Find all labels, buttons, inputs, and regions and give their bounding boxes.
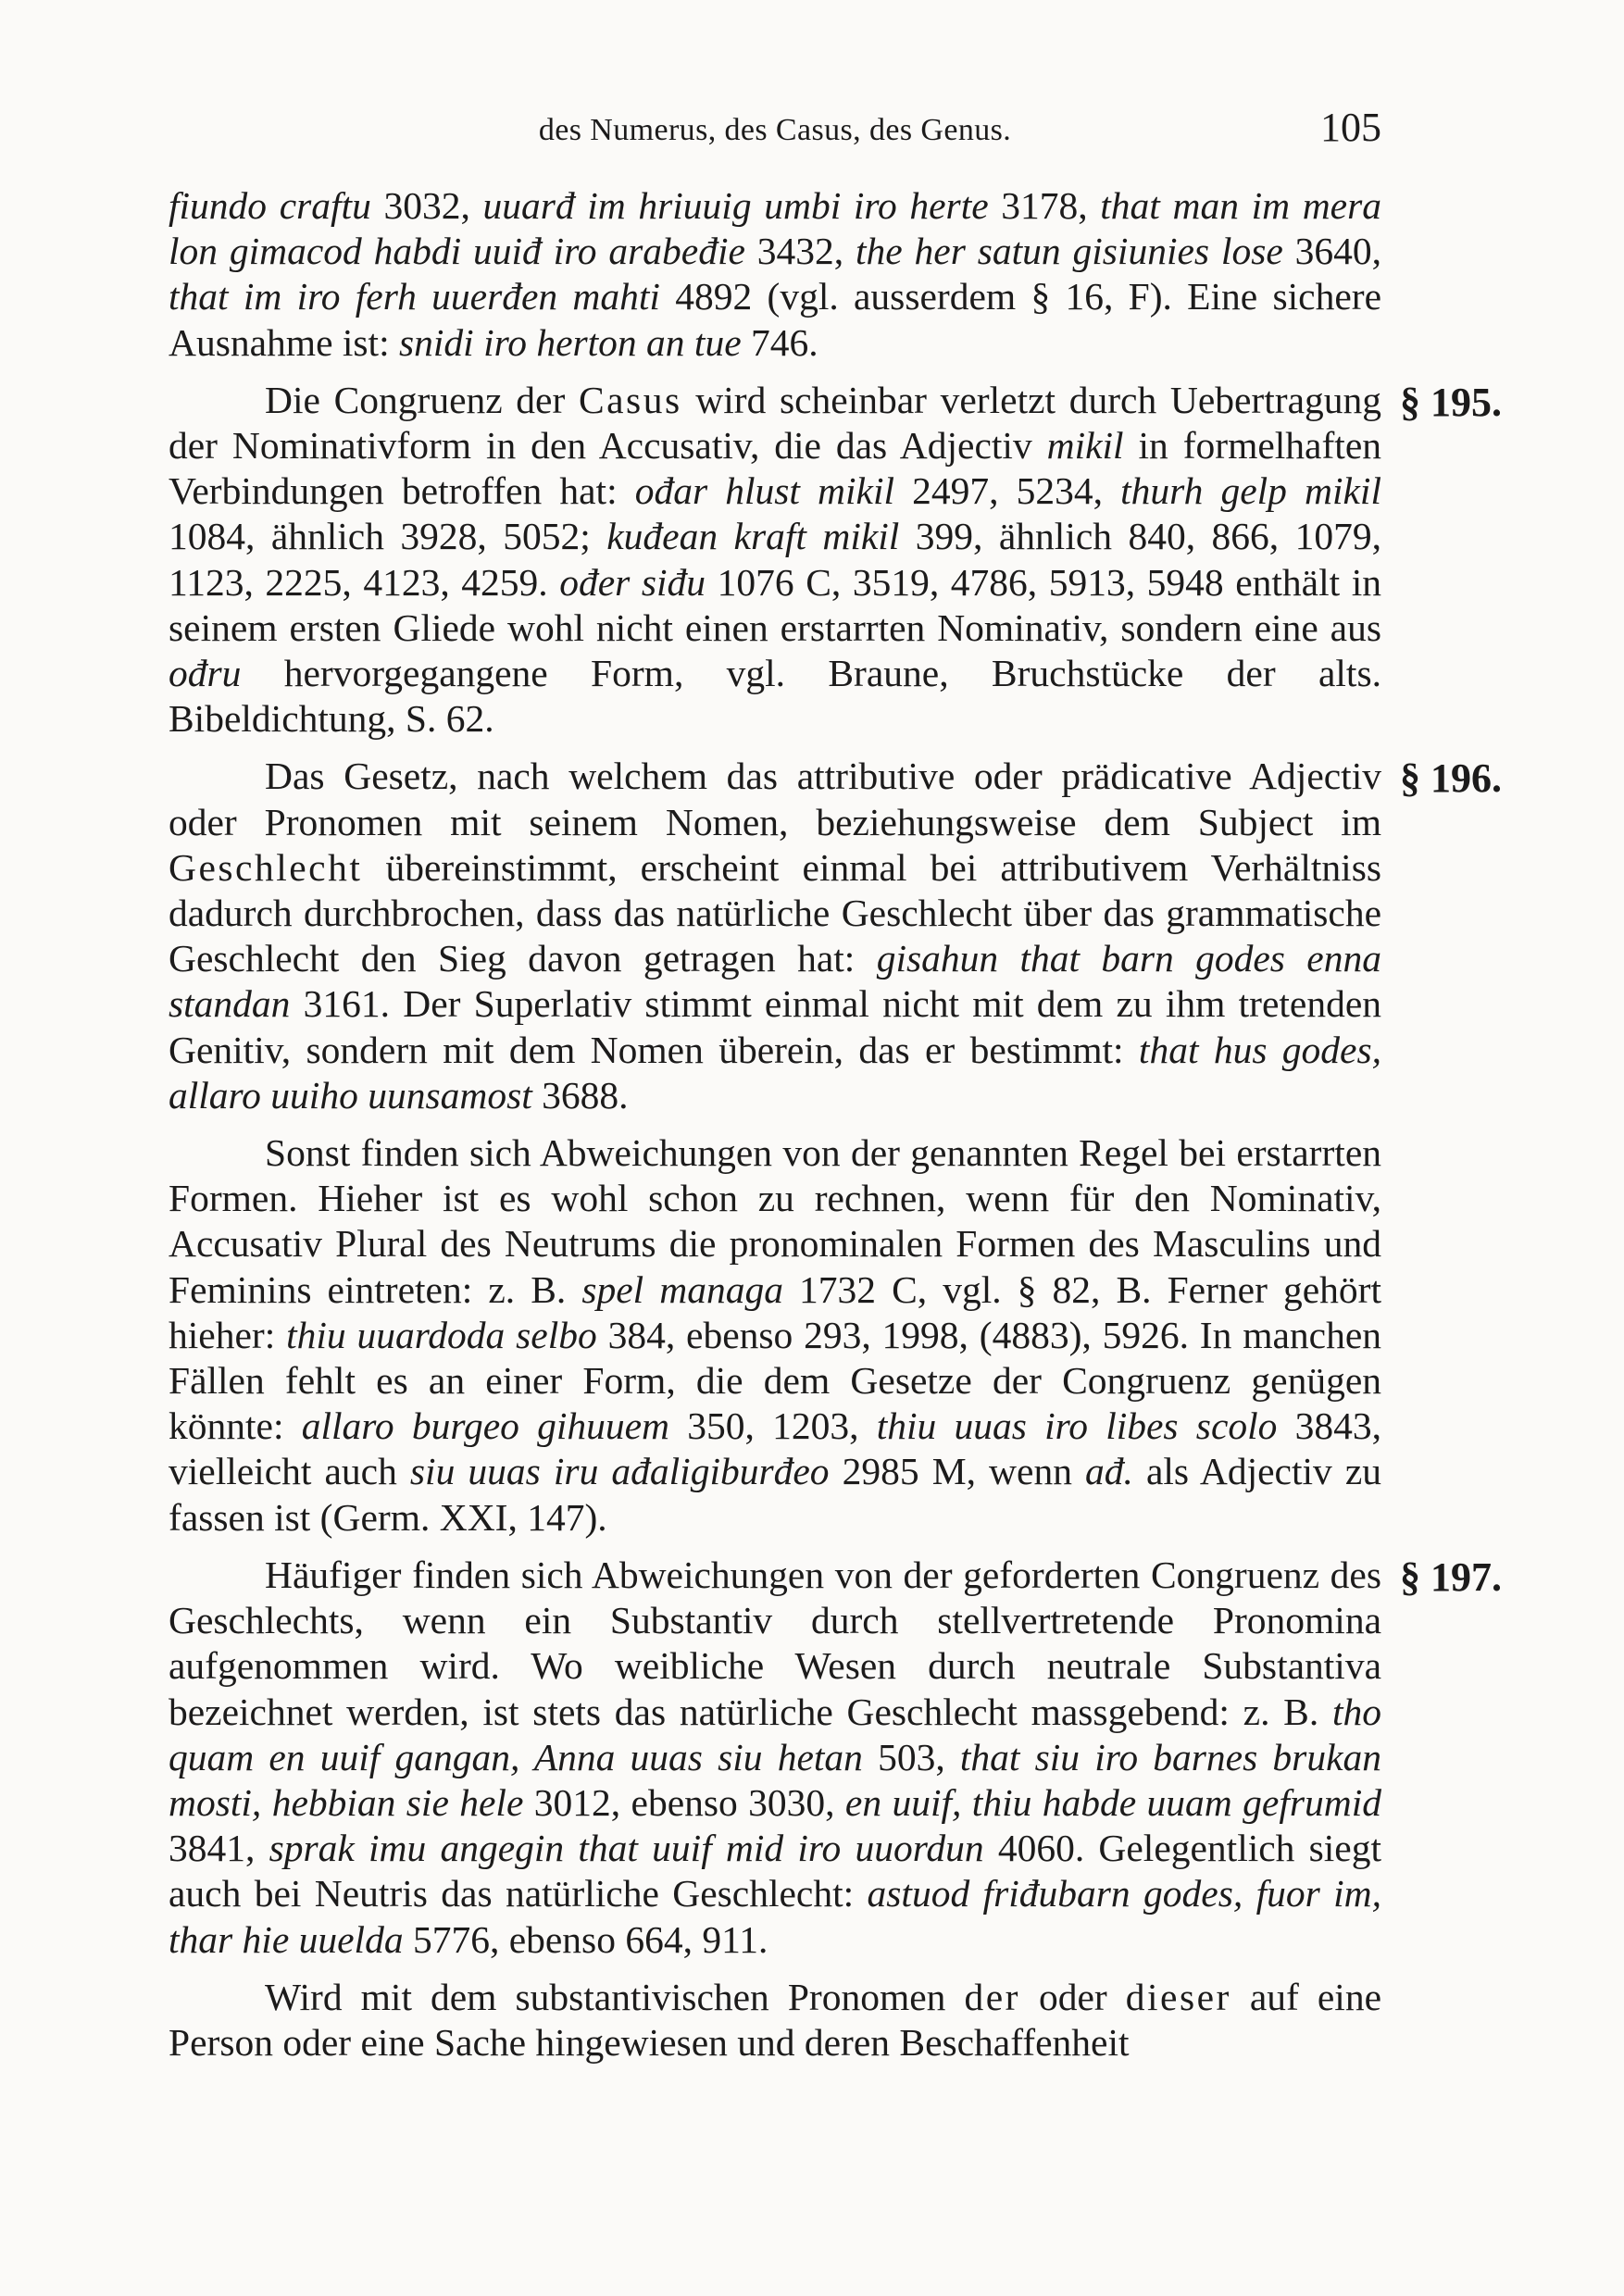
- text-run: 2497, 5234,: [894, 469, 1121, 513]
- citation-text: fiundo craftu: [169, 184, 371, 227]
- citation-text: that siu iro barnes brukan mosti, hebbian sie hele: [169, 1735, 1381, 1824]
- section-marker: § 195.: [1400, 379, 1502, 425]
- text-run: 384, ebenso 293, 1998, (4883), 5926. In manchen Fällen fehlt es an einer Form, die dem Gesetze der Congruenz genügen könnte:: [169, 1313, 1381, 1448]
- citation-text: that man im mera lon gimacod habdi uuiđ iro arabeđie: [169, 184, 1381, 273]
- text-run: 2985 M, wenn: [829, 1450, 1086, 1493]
- text-run: Sonst finden sich Abweichungen von der genannten Regel bei erstarrten Formen. Hieher ist es wohl schon zu rechnen, wenn für den Nominativ, Accusativ Plural des Neutrums die pronominalen Formen des Masculins und Feminins eintreten: z. B.: [169, 1131, 1381, 1311]
- paragraph: [169, 754, 1502, 1118]
- text-run: 3178,: [988, 184, 1101, 227]
- citation-text: the her satun gisiunies lose: [856, 230, 1283, 273]
- citation-text: sprak imu angegin that uuif mid iro uuordun: [269, 1827, 984, 1870]
- text-run: Häufiger finden sich Abweichungen von der geforderten Congruenz des Geschlechts, wenn ein Substantiv durch stellvertretende Pronomina aufgenommen wird. Wo weibliche Wesen durch neutrale Substantiva bezeichnet werden, ist stets das natürliche Geschlecht massgebend: z. B.: [169, 1553, 1381, 1733]
- paragraph: [169, 183, 1381, 366]
- text-run: als Adjectiv zu fassen ist (Germ. XXI, 147).: [169, 1450, 1382, 1539]
- citation-text: spel managa: [581, 1267, 783, 1311]
- emphasized-term: Casus: [578, 378, 682, 421]
- text-run: 3032,: [370, 184, 483, 227]
- citation-text: allaro burgeo gihuuem: [301, 1404, 670, 1448]
- paragraph: [169, 1130, 1381, 1541]
- citation-text: siu uuas iru ađaligiburđeo: [409, 1450, 830, 1493]
- citation-text: gisahun that barn godes enna standan: [169, 937, 1381, 1026]
- citation-text: en uuif, thiu habde uuam gefrumid: [844, 1780, 1381, 1824]
- text-run: hervorgegangene Form, vgl. Braune, Bruchstücke der alts. Bibeldichtung, S. 62.: [169, 652, 1381, 741]
- citation-text: ođar hlust mikil: [634, 469, 895, 513]
- text-run: übereinstimmt, erscheint einmal bei attributivem Verhältniss dadurch durchbrochen, dass das natürliche Geschlecht über das grammatische Geschlecht den Sieg davon getragen hat:: [169, 845, 1381, 980]
- citation-text: ođer siđu: [559, 560, 706, 604]
- running-head: des Numerus, des Casus, des Genus.: [538, 113, 1012, 147]
- page-number: 105: [1320, 105, 1381, 150]
- text-run: 5776, ebenso 664, 911.: [403, 1917, 768, 1961]
- citation-text: astuod friđubarn godes, fuor im, thar hie uuelda: [169, 1872, 1381, 1961]
- citation-text: ođru: [169, 652, 242, 695]
- text-run: wird scheinbar verletzt durch Uebertragung der Nominativform in den Accusativ, die das Adjectiv: [169, 378, 1381, 468]
- text-run: 3640,: [1282, 230, 1381, 273]
- paragraph: [169, 1975, 1381, 2065]
- text-run: Die Congruenz der: [265, 378, 579, 421]
- text-run: in formelhaften Verbindungen betroffen hat:: [169, 424, 1382, 513]
- body-text: [169, 183, 1502, 2065]
- page-header: [169, 104, 1381, 159]
- text-run: oder: [1019, 1975, 1126, 2018]
- section-marker: § 196.: [1400, 755, 1502, 802]
- emphasized-term: Geschlecht: [169, 845, 363, 889]
- section-marker: § 197.: [1400, 1554, 1502, 1600]
- text-run: auf eine Person oder eine Sache hingewiesen und deren Beschaffenheit: [169, 1975, 1382, 2064]
- paragraph: [169, 378, 1502, 742]
- citation-text: uuarđ im hriuuig umbi iro herte: [482, 184, 989, 227]
- text-run: 3161. Der Superlativ stimmt einmal nicht mit dem zu ihm tretenden Genitiv, sondern mit dem Nomen überein, das er bestimmt:: [169, 982, 1381, 1071]
- citation-text: kuđean kraft mikil: [606, 515, 900, 558]
- paragraph: [169, 1553, 1502, 1963]
- text-run: 3688.: [531, 1073, 629, 1117]
- text-run: 503,: [862, 1735, 960, 1778]
- text-run: 4060. Gelegentlich siegt auch bei Neutris das natürliche Geschlecht:: [169, 1827, 1382, 1915]
- citation-text: thiu uuas iro libes scolo: [876, 1404, 1278, 1448]
- citation-text: that im iro ferh uuerđen mahti: [169, 275, 660, 318]
- text-run: 399, ähnlich 840, 866, 1079, 1123, 2225, 4123, 4259.: [169, 515, 1381, 604]
- citation-text: mikil: [1046, 424, 1124, 468]
- text-run: 1732 C, vgl. § 82, B. Ferner gehört hieher:: [169, 1267, 1381, 1356]
- citation-text: snidi iro herton an tue: [398, 320, 742, 364]
- text-run: 746.: [741, 320, 818, 364]
- citation-text: thiu uuardoda selbo: [286, 1313, 597, 1356]
- text-run: 350, 1203,: [669, 1404, 877, 1448]
- emphasized-term: dieser: [1125, 1975, 1231, 2018]
- text-run: 4892 (vgl. ausserdem § 16, F). Eine sichere Ausnahme ist:: [169, 275, 1381, 364]
- text-run: Wird mit dem substantivischen Pronomen: [265, 1975, 965, 2018]
- citation-text: that hus godes, allaro uuiho uunsamost: [169, 1028, 1382, 1117]
- citation-text: tho quam en uuif gangan, Anna uuas siu hetan: [169, 1690, 1381, 1778]
- text-run: 3841,: [169, 1827, 269, 1870]
- citation-text: thurh gelp mikil: [1120, 469, 1381, 513]
- emphasized-term: der: [964, 1975, 1020, 2018]
- text-run: 3012, ebenso 3030,: [523, 1780, 845, 1824]
- text-run: 3432,: [744, 230, 856, 273]
- citation-text: ađ.: [1085, 1450, 1133, 1493]
- text-run: Das Gesetz, nach welchem das attributive oder prädicative Adjectiv oder Pronomen mit seinem Nomen, beziehungsweise dem Subject im: [169, 755, 1381, 843]
- text-run: 1084, ähnlich 3928, 5052;: [169, 515, 607, 558]
- text-run: 1076 C, 3519, 4786, 5913, 5948 enthält in seinem ersten Gliede wohl nicht einen erstarrten Nominativ, sondern eine aus: [169, 560, 1382, 649]
- text-run: 3843, vielleicht auch: [169, 1404, 1382, 1493]
